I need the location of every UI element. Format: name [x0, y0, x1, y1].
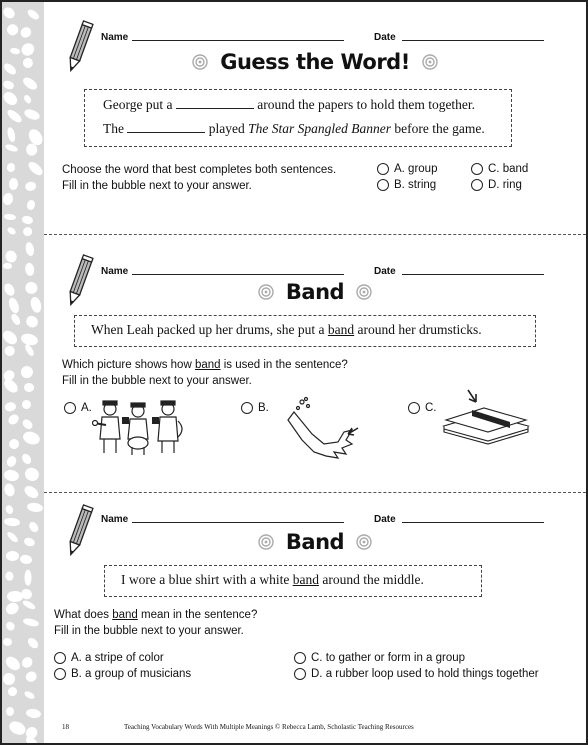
option-a[interactable] [54, 652, 164, 664]
option-label: A. a stripe of color [71, 652, 164, 664]
stripe-pattern-dot [2, 741, 17, 743]
option-label: A. group [394, 163, 438, 175]
date-field[interactable] [402, 40, 544, 41]
option-label: D. a rubber loop used to hold things together [311, 668, 539, 680]
date-label: Date [374, 32, 396, 43]
stripe-pattern-dot [24, 569, 31, 585]
name-label: Name [101, 266, 129, 277]
stripe-pattern-dot [3, 654, 22, 673]
stripe-pattern-dot [4, 346, 14, 356]
stripe-pattern-dot [3, 263, 12, 270]
stripe-pattern-dot [24, 181, 37, 192]
sentence-box [84, 89, 512, 147]
blank-line [127, 121, 205, 133]
target-word: band [194, 359, 221, 371]
answer-bubble[interactable] [377, 163, 389, 175]
answer-bubble[interactable] [408, 402, 420, 414]
stripe-pattern-dot [26, 143, 38, 155]
stripe-pattern-dot [22, 226, 34, 238]
stripe-pattern-dot [10, 313, 22, 327]
swirl-icon [422, 54, 438, 70]
stripe-pattern-dot [26, 8, 40, 21]
page-title: Guess the Word! [220, 50, 410, 74]
stripe-pattern-dot [5, 572, 14, 581]
date-label: Date [374, 514, 396, 525]
instruction-text: is used in the sentence? [223, 359, 348, 371]
answer-bubble[interactable] [241, 402, 253, 414]
option-c[interactable] [471, 163, 528, 175]
target-word: band [327, 322, 355, 337]
instruction-line [62, 357, 348, 373]
option-label: B. a group of musicians [71, 668, 192, 680]
stripe-pattern-dot [6, 685, 19, 698]
musical-band-picture [92, 399, 188, 457]
title-row [44, 50, 586, 74]
stripe-pattern-dot [3, 468, 20, 482]
stripe-pattern-dot [2, 671, 17, 688]
stripe-pattern-dot [23, 536, 36, 547]
sentence-box [74, 315, 536, 347]
stripe-pattern-dot [22, 108, 40, 122]
sentence-text: before the game. [394, 121, 485, 136]
stripe-pattern-dot [19, 363, 35, 379]
name-field[interactable] [132, 522, 344, 523]
sentence-line-2 [103, 117, 511, 141]
stripe-pattern-dot [2, 61, 18, 76]
name-label: Name [101, 514, 129, 525]
sentence-box [104, 565, 482, 597]
sentence-line-1 [103, 93, 511, 117]
stripe-pattern-dot [23, 465, 42, 483]
stripe-pattern-dot [5, 707, 14, 717]
stripe-pattern-dot [23, 344, 35, 358]
option-label: C. to gather or form in a group [311, 652, 466, 664]
target-word: band [292, 572, 319, 587]
stripe-pattern-dot [26, 199, 36, 210]
date-label: Date [374, 266, 396, 277]
stripe-pattern-dot [26, 501, 43, 512]
page-title: Band [285, 280, 345, 304]
sentence-text: The [103, 121, 124, 136]
stripe-pattern-dot [22, 215, 35, 225]
option-label: A. [81, 402, 92, 414]
hand-with-rubber-band-picture [272, 394, 362, 464]
stripe-pattern-dot [27, 520, 40, 534]
answer-bubble[interactable] [54, 668, 66, 680]
stripe-pattern-dot [21, 57, 34, 70]
stripe-pattern-dot [22, 400, 31, 409]
instruction-line: Fill in the bubble next to your answer. [54, 625, 244, 637]
sentence-text: I wore a blue shirt with a white [121, 572, 290, 587]
stripe-pattern-dot [23, 484, 41, 500]
answer-bubble[interactable] [294, 652, 306, 664]
stripe-pattern-dot [19, 25, 34, 40]
sentence-text: George put a [103, 97, 173, 112]
option-label: C. band [488, 163, 529, 175]
stripe-pattern-dot [24, 382, 35, 391]
blank-line [176, 97, 254, 109]
instruction-line: Fill in the bubble next to your answer. [62, 375, 252, 387]
option-d[interactable] [471, 179, 522, 191]
stripe-pattern-dot [20, 655, 35, 670]
stripe-pattern-dot [20, 453, 33, 467]
option-label: B. [258, 402, 269, 414]
page-number: 18 [62, 723, 69, 731]
option-c[interactable] [408, 402, 437, 414]
stack-of-papers-picture [438, 384, 534, 446]
stripe-pattern-dot [24, 314, 40, 330]
section-guess-the-word [44, 2, 586, 234]
stripe-pattern-dot [9, 47, 20, 55]
stripe-pattern-dot [22, 617, 40, 627]
stripe-pattern-dot [2, 377, 20, 395]
name-field[interactable] [132, 274, 344, 275]
instructions [54, 607, 257, 639]
swirl-icon [356, 284, 372, 300]
stripe-pattern-dot [19, 554, 33, 565]
stripe-pattern-dot [23, 94, 33, 105]
option-d[interactable] [294, 668, 539, 680]
title-row [44, 280, 586, 304]
stripe-pattern-dot [20, 417, 33, 430]
stripe-pattern-dot [6, 551, 19, 562]
stripe-pattern-dot [2, 637, 12, 647]
answer-bubble[interactable] [54, 652, 66, 664]
stripe-pattern-dot [25, 636, 39, 650]
sentence-text: around the papers to hold them together. [257, 97, 476, 112]
option-c[interactable] [294, 652, 465, 664]
sentence-text: played [208, 121, 245, 136]
stripe-pattern-dot [6, 413, 20, 427]
instruction-line [54, 607, 257, 623]
stripe-pattern-dot [23, 690, 35, 700]
option-label: C. [425, 402, 437, 414]
instruction-line: Fill in the bubble next to your answer. [62, 180, 252, 192]
swirl-icon [258, 284, 274, 300]
stripe-pattern-dot [19, 41, 36, 58]
stripe-pattern-dot [25, 241, 35, 256]
stripe-pattern-dot [4, 402, 16, 412]
instructions [62, 162, 336, 194]
name-field[interactable] [132, 40, 344, 41]
stripe-pattern-dot [5, 531, 19, 544]
stripe-pattern-dot [6, 162, 15, 172]
name-label: Name [101, 32, 129, 43]
instruction-line: Choose the word that best completes both sentences. [62, 164, 337, 176]
stripe-pattern-dot [9, 178, 19, 190]
stripe-pattern-dot [4, 601, 20, 616]
stripe-pattern-dot [26, 159, 44, 177]
stripe-pattern-dot [21, 599, 37, 611]
date-field[interactable] [402, 522, 544, 523]
stripe-pattern-dot [22, 429, 41, 445]
stripe-pattern-dot [2, 80, 15, 92]
copyright-credit: Teaching Vocabulary Words With Multiple Meanings © Rebecca Lamb, Scholastic Teaching Resources [124, 723, 414, 731]
option-label: B. string [394, 179, 437, 191]
option-a[interactable] [64, 402, 92, 414]
answer-bubble[interactable] [471, 163, 483, 175]
date-field[interactable] [402, 274, 544, 275]
stripe-pattern-dot [7, 437, 21, 451]
swirl-icon [192, 54, 208, 70]
stripe-pattern-dot [23, 669, 38, 683]
stripe-pattern-dot [3, 193, 14, 206]
answer-bubble[interactable] [377, 179, 389, 191]
sentence-text: around the middle. [322, 572, 424, 587]
answer-bubble[interactable] [471, 179, 483, 191]
stripe-pattern-dot [4, 620, 15, 632]
instruction-text: What does [54, 609, 109, 621]
section-band-picture [44, 234, 586, 492]
stripe-pattern-dot [6, 127, 16, 143]
option-b[interactable] [241, 402, 269, 414]
stripe-pattern-dot [2, 5, 17, 21]
swirl-icon [356, 534, 372, 550]
stripe-pattern-dot [21, 75, 39, 92]
answer-bubble[interactable] [64, 402, 76, 414]
answer-bubble[interactable] [294, 668, 306, 680]
decorative-side-stripe [2, 2, 44, 743]
stripe-pattern-dot [24, 263, 35, 278]
section-band-meaning [44, 492, 586, 720]
option-b[interactable] [54, 668, 191, 680]
option-label: D. ring [488, 179, 522, 191]
sentence-text: around her drumsticks. [357, 322, 482, 337]
stripe-pattern-dot [4, 213, 17, 221]
stripe-pattern-dot [6, 225, 17, 235]
stripe-pattern-dot [3, 482, 16, 497]
stripe-pattern-dot [5, 454, 18, 468]
stripe-pattern-dot [2, 328, 20, 347]
instruction-text: Which picture shows how [62, 359, 192, 371]
stripe-pattern-dot [25, 281, 38, 294]
swirl-icon [258, 534, 274, 550]
stripe-pattern-dot [2, 89, 20, 107]
stripe-pattern-dot [2, 282, 16, 298]
sentence-text: When Leah packed up her drums, she put a [91, 322, 325, 337]
option-b[interactable] [377, 179, 436, 191]
stripe-pattern-dot [4, 143, 18, 153]
instructions [62, 357, 348, 389]
stripe-pattern-dot [4, 517, 21, 527]
stripe-pattern-dot [29, 296, 43, 314]
page-title: Band [285, 530, 345, 554]
stripe-pattern-dot [5, 22, 21, 38]
title-row [44, 530, 586, 554]
instruction-text: mean in the sentence? [140, 609, 258, 621]
target-word: band [112, 609, 138, 621]
option-a[interactable] [377, 163, 437, 175]
song-title: The Star Spangled Banner [248, 121, 391, 136]
stripe-pattern-dot [7, 296, 21, 314]
stripe-pattern-dot [5, 108, 23, 125]
stripe-pattern-dot [25, 708, 41, 719]
stripe-pattern-dot [5, 504, 15, 515]
